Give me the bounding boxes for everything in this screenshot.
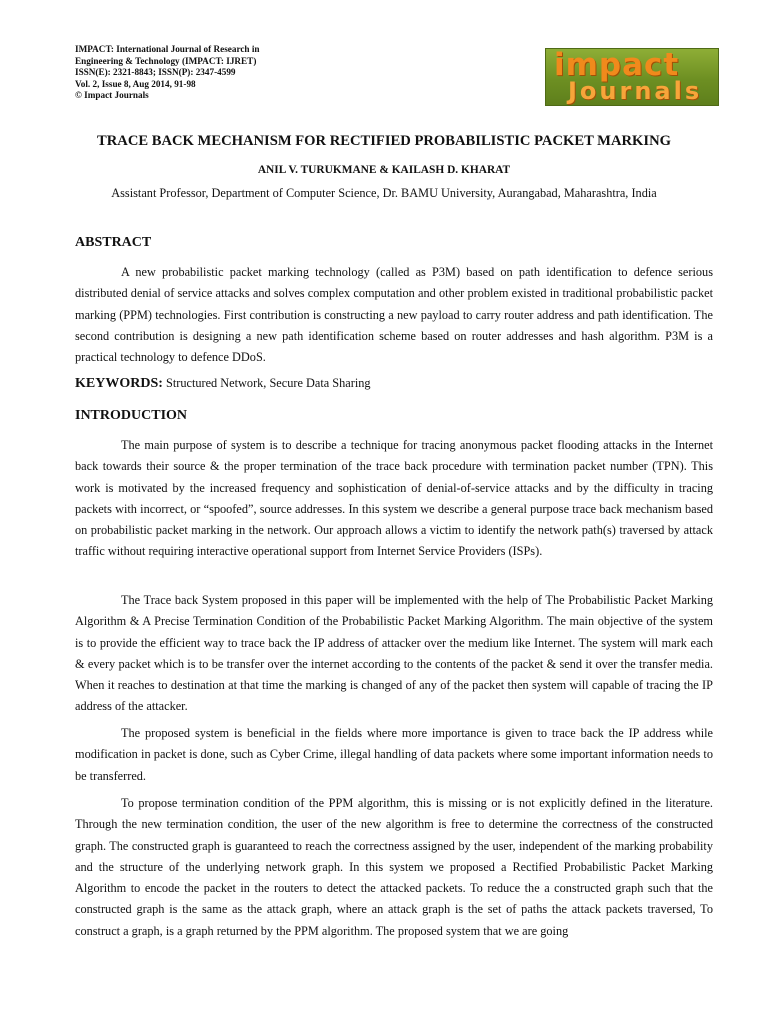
introduction-heading: INTRODUCTION — [75, 408, 188, 423]
journal-line: Engineering & Technology (IMPACT: IJRET) — [75, 55, 257, 66]
journal-line: ISSN(E): 2321-8843; ISSN(P): 2347-4599 — [75, 67, 236, 78]
logo-text-top: impact — [554, 48, 680, 83]
intro-paragraph-4: To propose termination condition of the PPM algorithm, this is missing or is not explicitly defined in the literature. Through the new termination condition, the user of the new algorithm is free to determine the correctness of the constructed graph. The constructed graph is guaranteed to reach the correctness assigned by the user, independent of the marking probability and the structure of the underlying network graph. In this system we proposed a Rectified Probabilistic Packet Marking Algorithm to encode the packet in the routers to detect the attacked packets. To reduce the a constructed graph such that the constructed graph is the same as the attack graph, where an attack graph is the set of paths the attack packets traversed, To construct a graph, is a graph returned by the PPM algorithm. The proposed system that we are going — [75, 796, 713, 938]
paper-title: TRACE BACK MECHANISM FOR RECTIFIED PROBABILISTIC PACKET MARKING — [97, 133, 671, 149]
logo-text-bottom: Journals — [568, 77, 703, 105]
journal-line: © Impact Journals — [75, 90, 149, 101]
abstract-paragraph: A new probabilistic packet marking technology (called as P3M) based on path identification to defence serious distributed denial of service attacks and solves complex computation and other problem existed in traditional probabilistic packet marking (PPM) technologies. First contribution is constructing a new payload to carry router address and path identification. The second contribution is designing a new path identification scheme based on router addresses and hash algorithm. P3M is a practical technology to defence DDoS. — [75, 265, 713, 365]
intro-paragraph-1: The main purpose of system is to describe a technique for tracing anonymous packet flooding attacks in the Internet back towards their source & the proper termination of the trace back procedure with termination packet number (TPN). This work is motivated by the increased frequency and sophistication of denial-of-service attacks and by the difficulty in tracing packets with incorrect, or “spoofed”, source addresses. In this system we describe a general purpose trace back mechanism based on probabilistic packet marking in the network. Our approach allows a victim to identify the network path(s) traversed by attack traffic without requiring interactive operational support from Internet Service Providers (ISPs). — [75, 438, 713, 559]
journal-line: Vol. 2, Issue 8, Aug 2014, 91-98 — [75, 78, 196, 89]
journal-info — [75, 44, 260, 102]
keywords-text: Structured Network, Secure Data Sharing — [165, 376, 371, 390]
paper-authors: ANIL V. TURUKMANE & KAILASH D. KHARAT — [257, 164, 511, 176]
impact-journals-logo — [545, 48, 719, 106]
intro-paragraph-3: The proposed system is beneficial in the fields where more importance is given to trace back the IP address while modification in packet is done, such as Cyber Crime, illegal handling of data packets where some important information needs to be transferred. — [75, 726, 713, 783]
intro-paragraph-2: The Trace back System proposed in this paper will be implemented with the help of The Probabilistic Packet Marking Algorithm & A Precise Termination Condition of the Probabilistic Packet Marking Algorithm. The main objective of the system is to provide the efficient way to trace back the IP address of attacker over the medium like Internet. The system will mark each & every packet which is to be transfer over the internet according to the contents of the packet & send it over the transfer media. When it reaches to destination at that time the marking is changed of any of the packet then system will capable of tracing the IP address of the attacker. — [75, 593, 713, 714]
abstract-heading: ABSTRACT — [75, 235, 152, 250]
paper-affiliation: Assistant Professor, Department of Computer Science, Dr. BAMU University, Aurangabad, Maharashtra, India — [111, 186, 657, 200]
keywords-line — [75, 376, 371, 392]
journal-line: IMPACT: International Journal of Research in — [75, 44, 260, 54]
keywords-label: KEYWORDS: — [75, 376, 163, 391]
